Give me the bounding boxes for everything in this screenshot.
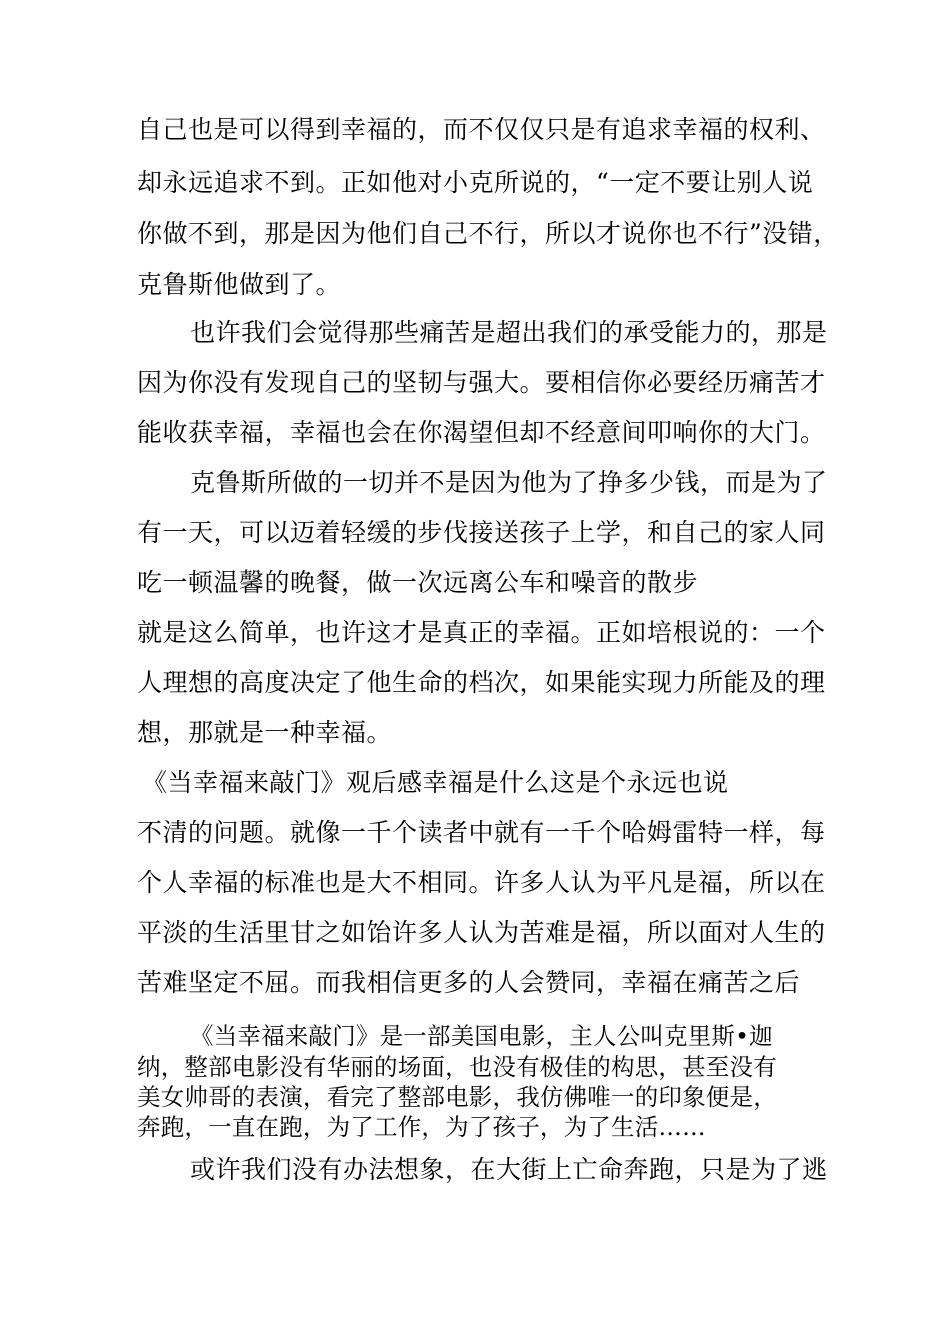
paragraph-start-line: 也许我们会觉得那些痛苦是超出我们的承受能力的，那是 (190, 318, 828, 347)
paragraph-start-line: 或许我们没有办法想象，在大街上亡命奔跑，只是为了逃 (190, 1155, 828, 1184)
text-line: 吃一顿温馨的晚餐，做一次远离公车和噪音的散步 (137, 568, 699, 597)
text-line: 你做不到，那是因为他们自己不行，所以才说你也不行”没错， (137, 219, 839, 248)
section-heading-line: 《当幸福来敲门》观后感幸福是什么这是个永远也说 (142, 768, 729, 797)
text-line: 自己也是可以得到幸福的，而不仅仅只是有追求幸福的权利、 (137, 115, 826, 144)
text-line: 就是这么简单，也许这才是真正的幸福。正如培根说的：一个 (137, 618, 826, 647)
text-line: 有一天，可以迈着轻缓的步伐接送孩子上学，和自己的家人同 (137, 518, 826, 547)
text-line: 人理想的高度决定了他生命的档次，如果能实现力所能及的理 (137, 668, 826, 697)
paragraph-start-line: 《当幸福来敲门》是一部美国电影，主人公叫克里斯•迦 (190, 1022, 773, 1050)
text-line: 却永远追求不到。正如他对小克所说的，“一定不要让别人说 (137, 168, 814, 197)
text-line: 想，那就是一种幸福。 (137, 718, 393, 747)
text-line: 平淡的生活里甘之如饴许多人认为苦难是福，所以面对人生的 (137, 918, 826, 947)
text-line: 纳，整部电影没有华丽的场面，也没有极佳的构思，甚至没有 (137, 1053, 777, 1081)
text-line: 能收获幸福，幸福也会在你渴望但却不经意间叩响你的大门。 (137, 418, 826, 447)
text-line: 不清的问题。就像一千个读者中就有一千个哈姆雷特一样，每 (137, 818, 826, 847)
text-line: 克鲁斯他做到了。 (137, 270, 342, 299)
paragraph-start-line: 克鲁斯所做的一切并不是因为他为了挣多少钱，而是为了 (190, 468, 828, 497)
text-line: 因为你没有发现自己的坚韧与强大。要相信你必要经历痛苦才 (137, 368, 826, 397)
text-line: 奔跑，一直在跑，为了工作，为了孩子，为了生活…… (137, 1113, 706, 1141)
text-line: 个人幸福的标准也是大不相同。许多人认为平凡是福，所以在 (137, 868, 826, 897)
text-line: 美女帅哥的表演，看完了整部电影，我仿佛唯一的印象便是， (137, 1083, 777, 1111)
text-line: 苦难坚定不屈。而我相信更多的人会赞同，幸福在痛苦之后 (137, 968, 801, 997)
